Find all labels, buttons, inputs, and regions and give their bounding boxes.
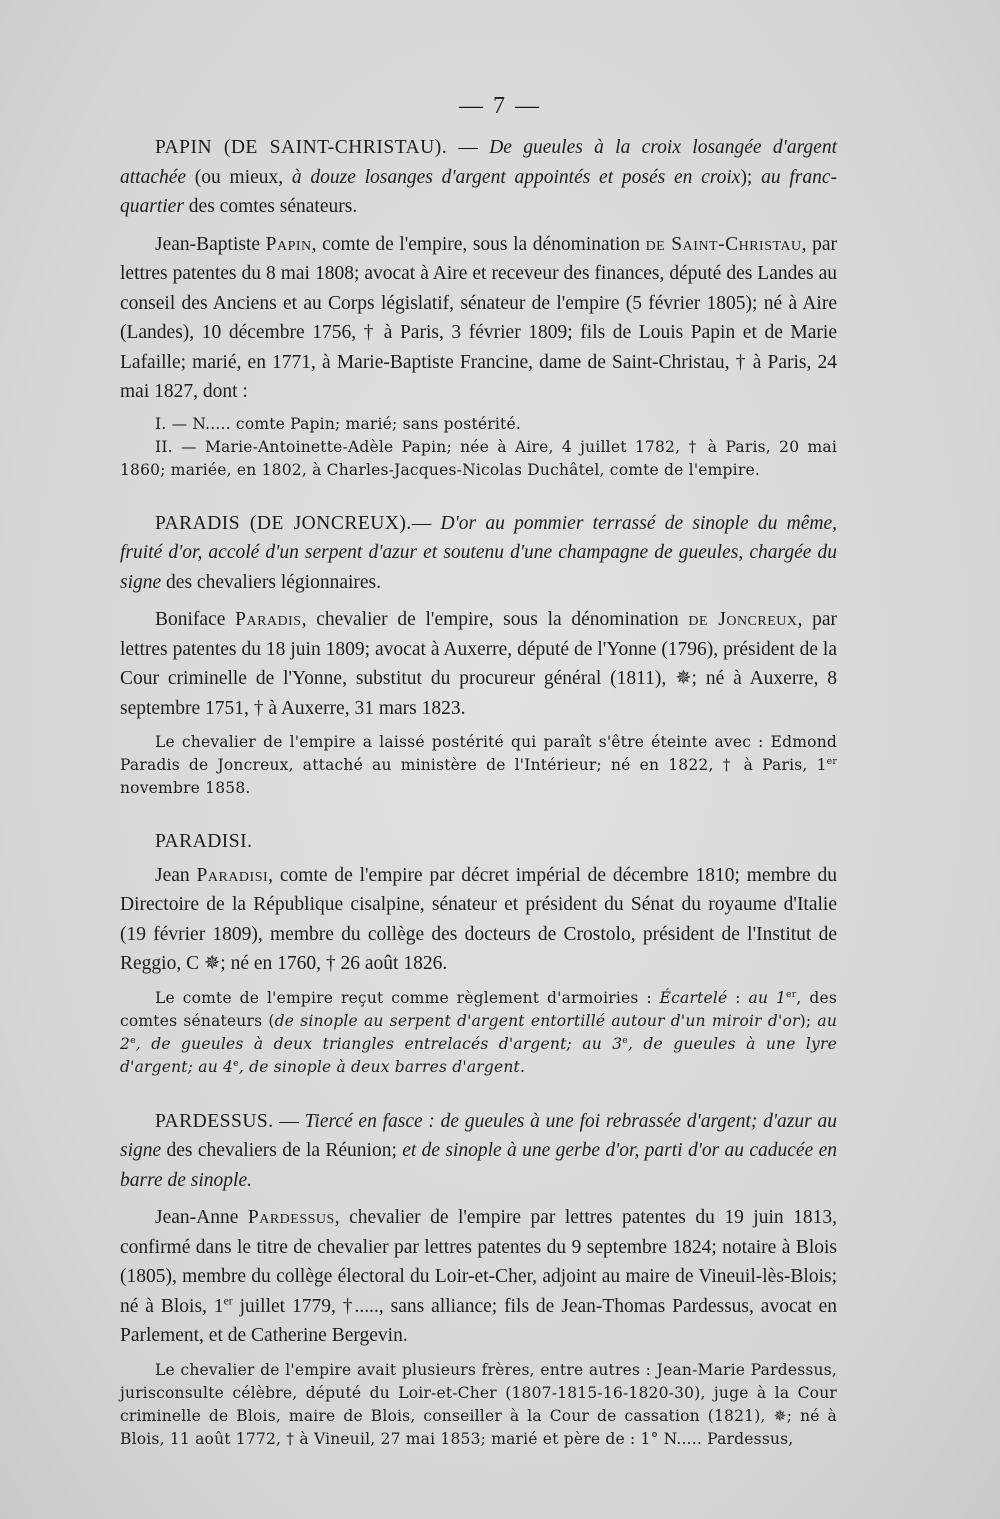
superscript: er [786,988,797,1000]
note-text: au 1 [748,988,787,1007]
superscript: er [223,1294,233,1307]
note-text: novembre 1858. [120,779,251,797]
entry-pardessus-bio [120,1203,837,1351]
person-name: Pardessus [247,1207,335,1228]
blazon-text: De gueules à la croix losangée d'argent attachée [120,137,838,188]
note-text: : [727,988,749,1007]
blazon-text: des chevaliers légionnaires. [161,571,382,593]
entry-paradis-heading [120,509,837,598]
bio-text: , chevalier de l'empire par lettres patentes du 19 juin 1813, confirmé dans le titre de chevalier par lettres patentes du 9 septembre 1824; notaire à Blois (1805), membre du collège électoral du Loir-et-Cher, adjoint au maire de Vineuil-lès-Blois; né à Blois, 1 [120,1207,837,1317]
entry-name: PARDESSUS. [155,1110,274,1132]
bio-text: juillet 1779, †....., sans alliance; fils de Jean-Thomas Pardessus, avocat en Parlement, et de Catherine Bergevin. [120,1295,837,1346]
dash: — [411,512,441,534]
blazon-text: D'or au pommier terrassé de sinople du même, fruité d'or, accolé d'un serpent d'azur et soutenu d'une champagne de gueules, chargée du signe [120,512,837,593]
blazon-text: à douze losanges d'argent appointés et posés en croix [291,166,741,188]
dash: — [447,137,490,158]
note-text: , de gueules à deux triangles entrelacés d'argent; au 3 [135,1034,623,1053]
superscript: er [826,755,837,767]
bio-text: , par lettres patentes du 18 juin 1809; avocat à Auxerre, député de l'Yonne (1796), président de la Cour criminelle de l'Yonne, substitut du procureur général (1811), ✵; né à Auxerre, 8 septembre 1751, † à Auxerre, 31 mars 1823. [120,609,838,719]
person-name: Papin [265,233,312,255]
bio-text: Jean-Baptiste [155,233,266,255]
bio-text: Jean [155,864,197,886]
blazon-text: et de sinople à une gerbe d'or, parti d'or au caducée en barre de sinople. [120,1140,837,1191]
page-number: — 7 — [459,93,541,119]
blazon-text: ); [740,166,762,188]
list-item: II. — Marie-Antoinette-Adèle Papin; née à Aire, 4 juillet 1782, † à Paris, 20 mai 1860; mariée, en 1802, à Charles-Jacques-Nicolas Duchâtel, comte de l'empire. [120,437,837,479]
title-name: de Saint-Christau [645,233,802,255]
superscript: e [130,1034,136,1046]
entry-paradisi-heading [120,827,837,857]
entry-paradis-bio [120,605,837,723]
entry-papin-heading [120,133,837,222]
note-text: au 2 [120,1011,837,1053]
note-text: Écartelé [659,988,728,1007]
entry-name: PARADIS (DE JONCREUX). [155,512,412,534]
person-name: Paradis [235,609,302,630]
note-text: , de gueules à une lyre d'argent; au 4 [120,1034,837,1076]
bio-text: , comte de l'empire par décret impérial de décembre 1810; membre du Directoire de la République cisalpine, sénateur et président du Sénat du royaume d'Italie (19 février 1809), membre du collège des docteurs de Crostolo, président de l'Institut de Reggio, C ✵; né en 1760, † 26 août 1826. [120,864,837,974]
note-text: , de sinople à deux barres d'argent. [238,1057,526,1076]
list-item: I. — N..... comte Papin; marié; sans postérité. [155,414,521,433]
note-text: , des comtes sénateurs ( [120,988,837,1030]
bio-text: Jean-Anne [155,1207,248,1228]
entry-name: PAPIN (DE SAINT-CHRISTAU). [155,137,448,158]
blazon-text: (ou mieux, [186,166,292,188]
bio-text: , par lettres patentes du 8 mai 1808; avocat à Aire et receveur des finances, député des Landes au conseil des Anciens et au Corps législatif, sénateur de l'empire (5 février 1805); né à Aire (Landes), 10 décembre 1756, † à Paris, 3 février 1809; fils de Louis Papin et de Marie Lafaille; marié, en 1771, à Marie-Baptiste Francine, dame de Saint-Christau, † à Paris, 24 mai 1827, dont : [120,233,837,402]
note-text: Le chevalier de l'empire a laissé postérité qui paraît s'être éteinte avec : Edmond Paradis de Joncreux, attaché au ministère de l'Intérieur; né en 1822, † à Paris, 1 [120,733,837,774]
entry-paradisi-bio [120,861,837,979]
page-content [120,133,837,1451]
entry-name: PARADISI. [155,831,253,852]
entry-papin-bio [120,230,837,407]
bio-text: Boniface [155,609,236,630]
person-name: Paradisi [196,864,269,886]
blazon-text: des chevaliers de la Réunion; [161,1140,403,1161]
dash: — [273,1110,305,1132]
entry-paradis-note [120,731,837,800]
superscript: e [233,1057,239,1069]
entry-pardessus-note: Le chevalier de l'empire avait plusieurs frères, entre autres : Jean-Marie Pardessus, jurisconsulte célèbre, député du Loir-et-Cher (1807-1815-16-1820-30), juge à la Cour criminelle de Blois, maire de Blois, conseiller à la Cour de cassation (1821), ✵; né à Blois, 11 août 1772, † à Vineuil, 27 mai 1853; marié et père de : 1° N..... Pardessus, [120,1360,837,1448]
blazon-text: des comtes sénateurs. [183,196,358,217]
blazon-text: Tiercé en fasce : de gueules à une foi rebrassée d'argent; d'azur au signe [120,1110,837,1161]
note-text: ); [799,1011,818,1030]
blazon-text: au franc-quartier [120,166,837,217]
bio-text: , chevalier de l'empire, sous la dénomination [301,609,689,630]
title-name: de Joncreux [688,609,798,630]
note-text: de sinople au serpent d'argent entortillé autour d'un miroir d'or [274,1011,800,1030]
bio-text: , comte de l'empire, sous la dénomination [311,233,646,255]
entry-paradisi-note [120,987,837,1079]
note-text: Le comte de l'empire reçut comme règlement d'armoiries : [155,988,660,1007]
entry-pardessus-heading [120,1107,837,1196]
superscript: e [622,1034,628,1046]
